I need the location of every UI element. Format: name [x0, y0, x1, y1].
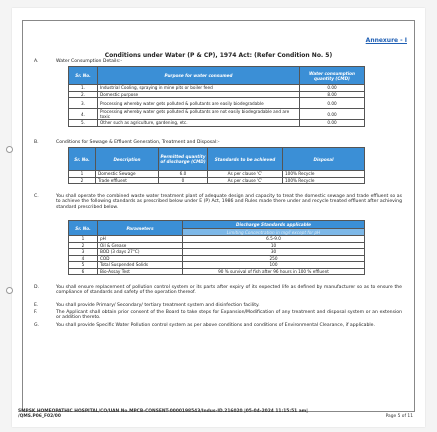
table-cell: 0.00	[300, 120, 365, 127]
section-b-heading: Conditions for Sewage & Effluent Generation, Treatment and Disposal:-	[56, 140, 220, 145]
section-g-letter: G.	[34, 323, 40, 328]
annexure-label: Annexure - I	[365, 37, 407, 44]
table-cell: Processing whereby water gets polluted & pollutants are easily biodegradable	[98, 98, 300, 109]
table-cell: 6.5-9.0	[183, 236, 365, 243]
table-cell: As per clause 'C'	[208, 171, 283, 178]
sewage-effluent-table	[68, 147, 365, 184]
section-d-text: You shall ensure replacement of pollution control system or its parts after expiry of its expected life as defined by manufacturer so as to ensure the compliance of standards and safety of the operation thereof.	[56, 285, 402, 296]
table-cell: 0	[159, 177, 208, 184]
table-header: Discharge Standards applicable	[183, 221, 365, 229]
table-row	[69, 98, 365, 109]
table-cell: 90 % survival of fish after 96 hours in 100 % effluent	[183, 268, 365, 275]
table-cell: 1	[69, 171, 96, 178]
table-cell: Industrial Cooling, spraying in mine pits or boiler feed	[98, 85, 300, 92]
table-cell: pH	[98, 236, 183, 243]
table-row	[69, 120, 365, 127]
table-cell: BOD (3 days 27°C)	[98, 249, 183, 256]
table-cell: Bio-Assay Test	[98, 268, 183, 275]
table-cell: 1	[69, 236, 98, 243]
section-a-heading: Water Consumption Details:-	[56, 59, 123, 64]
table-header: Water consumption quantity (CMD)	[300, 67, 365, 85]
table-row	[69, 268, 365, 275]
table-cell: Total Suspended Solids	[98, 262, 183, 269]
section-e-text: You shall provide Primary/ Secondary/ tertiary treatment system and disinfection facility.	[56, 303, 260, 308]
table-cell: 10	[183, 242, 365, 249]
table-cell: 250	[183, 255, 365, 262]
section-b-letter: B.	[34, 140, 39, 145]
table-row	[69, 177, 365, 184]
table-header-row	[69, 221, 365, 229]
page-number: Page 5 of 11	[385, 414, 413, 419]
table-cell: 100% Recycle	[283, 171, 365, 178]
discharge-standards-table	[68, 220, 365, 275]
section-c-letter: C.	[34, 194, 39, 199]
table-header: Permitted quantity of discharge (CMD)	[159, 148, 208, 171]
table-subheader: Limiting Concentration in mg/l except for pH	[183, 229, 365, 236]
footer-reference: SMPSK HOMEOPATHIC HOSPITAL/CO/UAN No.MPCB-CONSENT-0000198543/Indus-ID.216020 |05-04-2024 11:15:51 am| /QMS.P06_F02/00	[18, 408, 308, 419]
table-cell: COD	[98, 255, 183, 262]
table-header: Sr. No.	[69, 221, 98, 236]
table-cell: Domestic Sewage	[96, 171, 159, 178]
table-header-row	[69, 67, 365, 85]
document-title: Conditions under Water (P & CP), 1974 Act: (Refer Condition No. 5)	[104, 52, 333, 59]
punch-hole-mark	[6, 287, 13, 294]
table-cell: 0.00	[300, 98, 365, 109]
table-cell: 100	[183, 262, 365, 269]
section-f-text: The Applicant shall obtain prior consent of the Board to take steps for Expansion/Modification of any treatment and disposal system or an extension or addition thereto.	[56, 310, 402, 321]
table-cell: 5.	[69, 120, 98, 127]
table-cell: 6.0	[159, 171, 208, 178]
section-d-letter: D.	[34, 285, 39, 290]
document-page	[12, 8, 425, 427]
table-header: Sr. No.	[69, 67, 98, 85]
table-cell: Trade effluent	[96, 177, 159, 184]
table-cell: 0.00	[300, 109, 365, 120]
section-e-letter: E.	[34, 303, 39, 308]
table-cell: As per clause 'C'	[208, 177, 283, 184]
table-header: Purpose for water consumed	[98, 67, 300, 85]
table-cell: 1.	[69, 85, 98, 92]
table-cell: 0.00	[300, 85, 365, 92]
table-header: Sr. No.	[69, 148, 96, 171]
table-cell: Domestic purpose	[98, 91, 300, 98]
table-cell: 5	[69, 262, 98, 269]
water-consumption-table	[68, 66, 365, 127]
table-cell: 30	[183, 249, 365, 256]
table-cell: 3	[69, 249, 98, 256]
table-header: Disposal	[283, 148, 365, 171]
table-cell: 3.	[69, 98, 98, 109]
table-cell: 6	[69, 268, 98, 275]
table-cell: 4.	[69, 109, 98, 120]
section-a-letter: A.	[34, 59, 39, 64]
section-g-text: You shall provide Specific Water Pollution control system as per above conditions and conditions of Environmental Clearance, if applicable.	[56, 323, 375, 328]
punch-hole-mark	[6, 146, 13, 153]
table-cell: 8.00	[300, 91, 365, 98]
table-cell: 2	[69, 177, 96, 184]
table-cell: Processing whereby water gets polluted & pollutants are not easily biodegradable and are toxic	[98, 109, 300, 120]
section-c-text: You shall operate the combined waste water treatment plant of adequate design and capacity to treat the domestic sewage and trade effluent so as to achieve the following standards as prescribed below under E (P) Act, 1986 and Rules made there under and recycle treated effluent after achieving standard prescribed below.	[56, 194, 402, 210]
table-cell: 2	[69, 242, 98, 249]
table-header-row	[69, 148, 365, 171]
table-header: Standards to be achieved	[208, 148, 283, 171]
section-f-letter: F.	[34, 310, 38, 315]
table-cell: Oil & Grease	[98, 242, 183, 249]
table-cell: 4	[69, 255, 98, 262]
table-cell: 100% Recycle	[283, 177, 365, 184]
table-header: Parameters	[98, 221, 183, 236]
table-cell: Other such as agriculture, gardening, etc.	[98, 120, 300, 127]
table-row	[69, 109, 365, 120]
table-cell: 2.	[69, 91, 98, 98]
table-header: Description	[96, 148, 159, 171]
